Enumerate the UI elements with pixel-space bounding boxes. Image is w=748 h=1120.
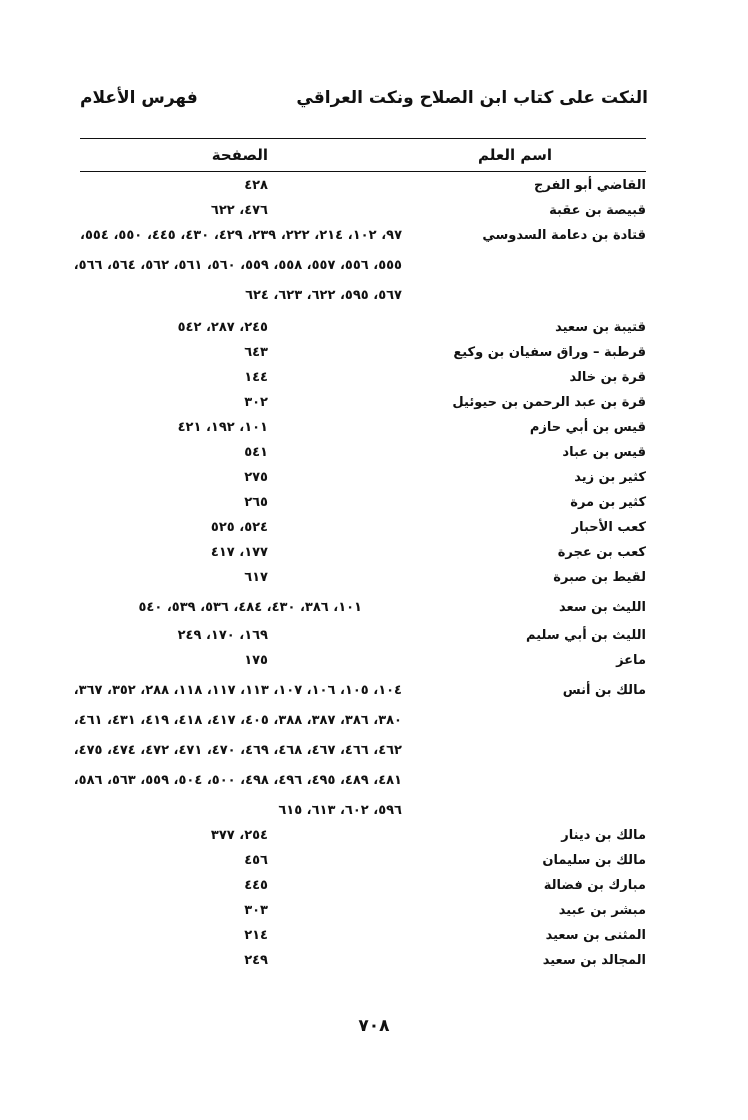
entry-pages: ١٠١، ٣٨٦، ٤٣٠، ٤٨٤، ٥٣٦، ٥٣٩، ٥٤٠ bbox=[138, 600, 362, 615]
entry-pages: ٤٧٦، ٦٢٢ bbox=[210, 203, 268, 218]
entry-name: مالك بن سليمان bbox=[542, 853, 646, 868]
index-entry bbox=[0, 926, 748, 948]
entry-pages: ٤٢٨ bbox=[244, 178, 268, 193]
page-number: ٧٠٨ bbox=[358, 1016, 390, 1036]
entry-name: قتادة بن دعامة السدوسي bbox=[482, 228, 646, 243]
header-divider bbox=[80, 138, 646, 139]
index-entry bbox=[0, 418, 748, 440]
entry-pages: ١٤٤ bbox=[244, 370, 268, 385]
entry-pages: ١٧٥ bbox=[244, 653, 268, 668]
entry-pages: ٥٦٧، ٥٩٥، ٦٢٢، ٦٢٣، ٦٢٤ bbox=[245, 288, 402, 303]
entry-pages: ١٠٤، ١٠٥، ١٠٦، ١٠٧، ١١٣، ١١٧، ١١٨، ٢٨٨، ٣٥٢، ٣٦٧، bbox=[73, 683, 402, 698]
entry-pages: ٢٥٤، ٣٧٧ bbox=[210, 828, 268, 843]
entry-name: الليث بن سعد bbox=[559, 600, 646, 615]
entry-name: قرطبة – وراق سفيان بن وكيع bbox=[453, 345, 646, 360]
entry-pages: ٢٧٥ bbox=[244, 470, 268, 485]
entry-pages: ٥٢٤، ٥٢٥ bbox=[210, 520, 268, 535]
entry-name: كعب الأحبار bbox=[571, 520, 646, 535]
entry-name: مالك بن دينار bbox=[561, 828, 646, 843]
entry-name: لقيط بن صبرة bbox=[553, 570, 646, 585]
index-entry bbox=[0, 901, 748, 923]
entry-pages: ٤٦٢، ٤٦٦، ٤٦٧، ٤٦٨، ٤٦٩، ٤٧٠، ٤٧١، ٤٧٢، ٤٧٤، ٤٧٥، bbox=[73, 743, 402, 758]
entry-pages: ٢٦٥ bbox=[244, 495, 268, 510]
index-entry bbox=[0, 851, 748, 873]
entry-name: الليث بن أبي سليم bbox=[526, 628, 646, 643]
entry-pages: ٣٠٣ bbox=[244, 903, 268, 918]
index-entry bbox=[0, 443, 748, 465]
running-header-book-title: النكت على كتاب ابن الصلاح ونكت العراقي bbox=[296, 88, 648, 108]
entry-pages: ٥٩٦، ٦٠٢، ٦١٣، ٦١٥ bbox=[278, 803, 402, 818]
column-header-page: الصفحة bbox=[211, 146, 268, 164]
entry-pages: ٦١٧ bbox=[244, 570, 268, 585]
entry-pages: ٤٤٥ bbox=[244, 878, 268, 893]
index-entry bbox=[0, 343, 748, 365]
entry-name: القاضي أبو الفرج bbox=[534, 178, 646, 193]
entry-name: مبارك بن فضالة bbox=[543, 878, 646, 893]
column-header-divider bbox=[80, 171, 646, 172]
index-entry bbox=[0, 368, 748, 390]
index-entry bbox=[0, 176, 748, 198]
entry-name: كثير بن مرة bbox=[570, 495, 646, 510]
entry-name: مالك بن أنس bbox=[562, 683, 646, 698]
entry-pages: ٥٥٥، ٥٥٦، ٥٥٧، ٥٥٨، ٥٥٩، ٥٦٠، ٥٦١، ٥٦٢، ٥٦٤، ٥٦٦، bbox=[73, 258, 402, 273]
entry-name: قيس بن عباد bbox=[562, 445, 646, 460]
index-entry bbox=[0, 226, 748, 303]
index-entry bbox=[0, 626, 748, 648]
entry-pages: ٦٤٣ bbox=[244, 345, 268, 360]
index-entry bbox=[0, 468, 748, 490]
entry-name: كثير بن زيد bbox=[574, 470, 646, 485]
entry-name: كعب بن عجرة bbox=[557, 545, 646, 560]
index-entry bbox=[0, 518, 748, 540]
entry-name: المجالد بن سعيد bbox=[542, 953, 646, 968]
index-entry bbox=[0, 201, 748, 223]
entry-pages: ٩٧، ١٠٢، ٢١٤، ٢٢٢، ٢٣٩، ٤٢٩، ٤٣٠، ٤٤٥، ٥٥٠، ٥٥٤، bbox=[80, 228, 403, 243]
entry-name: قرة بن خالد bbox=[569, 370, 646, 385]
entry-pages: ١٧٧، ٤١٧ bbox=[210, 545, 268, 560]
entry-pages: ٥٤١ bbox=[244, 445, 268, 460]
index-entry bbox=[0, 543, 748, 565]
running-header-section-title: فهرس الأعلام bbox=[80, 88, 198, 108]
index-entry bbox=[0, 651, 748, 673]
index-entry bbox=[0, 876, 748, 898]
index-entry bbox=[0, 598, 748, 620]
entry-pages: ٤٨١، ٤٨٩، ٤٩٥، ٤٩٦، ٤٩٨، ٥٠٠، ٥٠٤، ٥٥٩، ٥٦٣، ٥٨٦، bbox=[73, 773, 402, 788]
entry-pages: ٤٥٦ bbox=[244, 853, 268, 868]
index-entry bbox=[0, 318, 748, 340]
entry-pages: ١٠١، ١٩٢، ٤٢١ bbox=[177, 420, 268, 435]
index-entry bbox=[0, 568, 748, 590]
index-entry bbox=[0, 826, 748, 848]
entry-name: قتيبة بن سعيد bbox=[555, 320, 646, 335]
index-entry bbox=[0, 393, 748, 415]
entry-pages: ٢١٤ bbox=[244, 928, 268, 943]
entry-name: قيس بن أبي حازم bbox=[529, 420, 646, 435]
entry-name: ماعز bbox=[616, 653, 646, 668]
entry-name: المثنى بن سعيد bbox=[545, 928, 646, 943]
index-entry bbox=[0, 951, 748, 973]
entry-pages: ٣٠٢ bbox=[244, 395, 268, 410]
column-header-name: اسم العلم bbox=[477, 146, 552, 164]
entry-pages: ١٦٩، ١٧٠، ٢٤٩ bbox=[177, 628, 268, 643]
entry-pages: ٢٤٥، ٢٨٧، ٥٤٢ bbox=[177, 320, 268, 335]
index-entry bbox=[0, 493, 748, 515]
entry-pages: ٢٤٩ bbox=[244, 953, 268, 968]
entry-name: قبيصة بن عقبة bbox=[549, 203, 646, 218]
entry-name: قرة بن عبد الرحمن بن حيوئيل bbox=[452, 395, 646, 410]
index-entry bbox=[0, 681, 748, 818]
entry-name: مبشر بن عبيد bbox=[558, 903, 646, 918]
entry-pages: ٣٨٠، ٣٨٦، ٣٨٧، ٣٨٨، ٤٠٥، ٤١٧، ٤١٨، ٤١٩، ٤٣١، ٤٦١، bbox=[73, 713, 402, 728]
